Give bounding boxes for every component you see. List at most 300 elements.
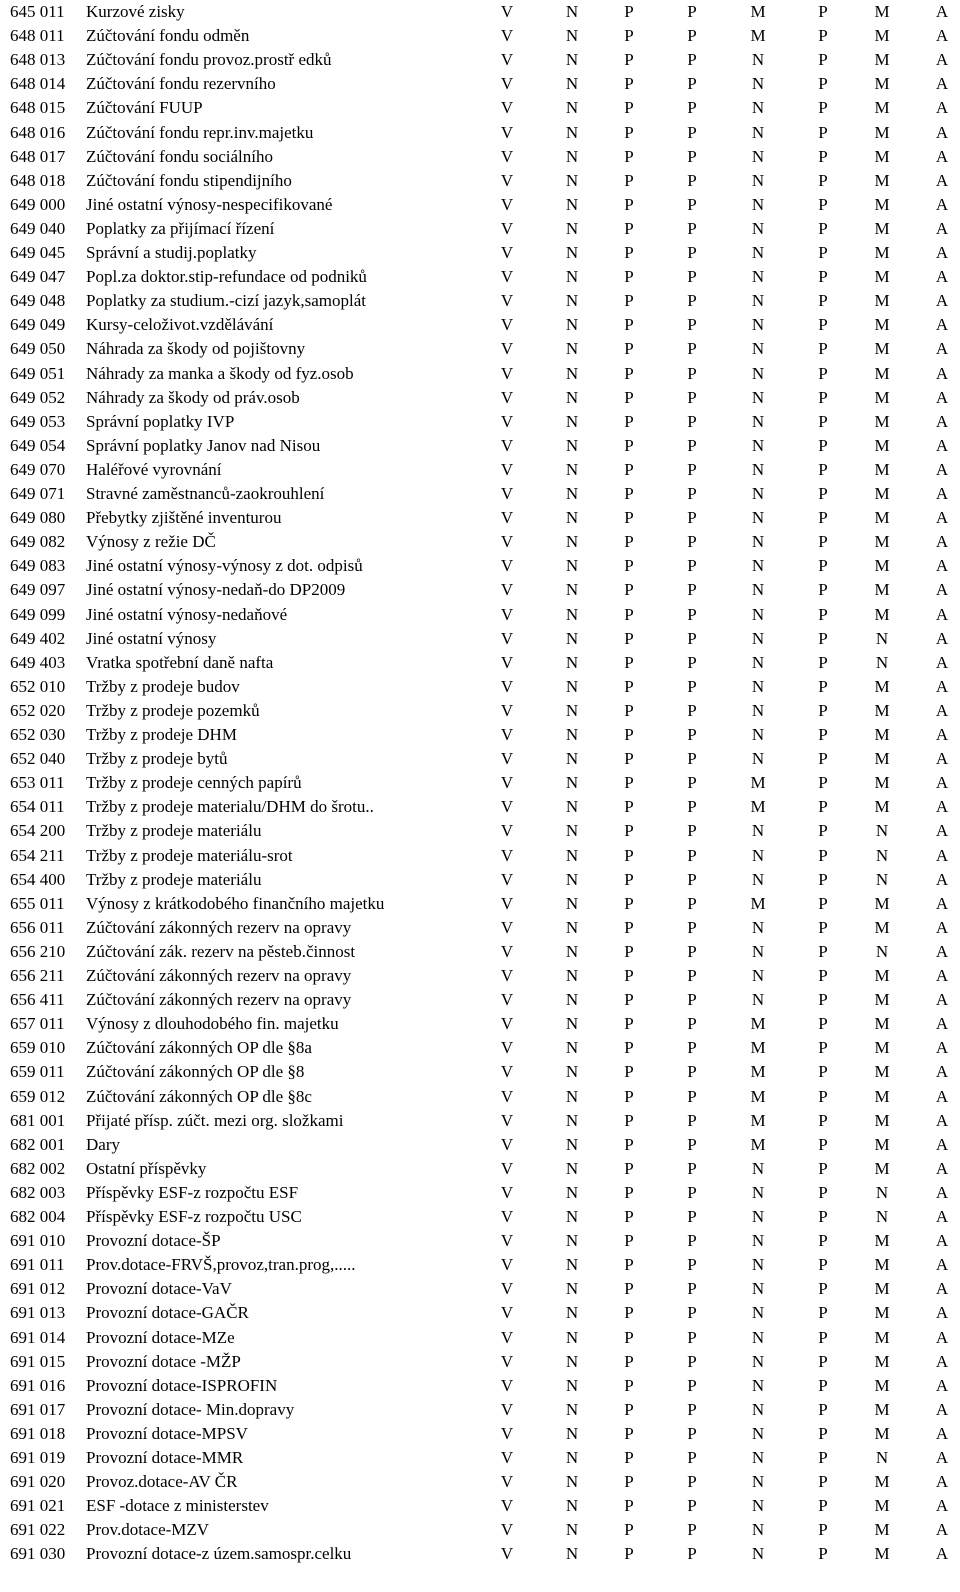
flag-cell-4: P bbox=[687, 676, 697, 696]
flag-cell-4: P bbox=[687, 556, 697, 576]
flag-cell-2: N bbox=[565, 676, 579, 696]
flag-cell-7: M bbox=[874, 725, 890, 744]
flag-cell-4: P bbox=[687, 484, 697, 503]
flag-cell-8: A bbox=[935, 1472, 949, 1492]
flag-cell-1: V bbox=[500, 1014, 514, 1034]
account-code: 691 014 bbox=[10, 1327, 66, 1347]
flag-cell-3: P bbox=[624, 749, 634, 769]
flag-cell-3: P bbox=[624, 1375, 634, 1395]
flag-cell-6: P bbox=[818, 146, 828, 166]
account-code: 648 015 bbox=[10, 98, 66, 118]
flag-cell-5: M bbox=[750, 1086, 766, 1106]
flag-cell-3: P bbox=[624, 990, 634, 1010]
account-name: Tržby z prodeje cenných papírů bbox=[86, 773, 302, 793]
flag-cell-5: N bbox=[751, 532, 765, 552]
flag-cell-7: M bbox=[874, 1062, 890, 1082]
flag-cell-8: A bbox=[935, 1279, 949, 1299]
flag-cell-1: V bbox=[500, 1496, 514, 1516]
flag-cell-4: P bbox=[687, 821, 697, 841]
flag-cell-7: M bbox=[874, 1158, 890, 1178]
flag-cell-8: A bbox=[935, 917, 949, 937]
flag-cell-4: P bbox=[687, 941, 697, 961]
flag-cell-5: N bbox=[751, 435, 765, 455]
flag-cell-4: P bbox=[687, 1086, 697, 1106]
table-row bbox=[0, 24, 960, 48]
flag-cell-2: N bbox=[565, 1158, 579, 1178]
flag-cell-7: N bbox=[875, 1182, 889, 1202]
flag-cell-8: A bbox=[935, 1375, 949, 1395]
flag-cell-5: M bbox=[750, 1110, 766, 1130]
flag-cell-4: P bbox=[687, 1255, 697, 1275]
table-row bbox=[0, 1446, 960, 1470]
flag-cell-5: M bbox=[750, 26, 766, 46]
account-code: 648 013 bbox=[10, 50, 66, 70]
flag-cell-5: N bbox=[751, 315, 765, 335]
flag-cell-4: P bbox=[687, 1303, 697, 1323]
account-name: Provozní dotace-MZe bbox=[86, 1327, 235, 1347]
account-code: 649 402 bbox=[10, 628, 66, 648]
account-name: Zúčtování fondu provoz.prostř edků bbox=[86, 50, 332, 70]
flag-cell-1: V bbox=[500, 1472, 514, 1492]
account-name: Provozní dotace-ŠP bbox=[86, 1231, 221, 1251]
flag-cell-2: N bbox=[565, 1086, 579, 1106]
flag-cell-8: A bbox=[935, 1231, 949, 1251]
flag-cell-3: P bbox=[624, 411, 634, 431]
flag-cell-4: P bbox=[687, 580, 697, 600]
flag-cell-6: P bbox=[818, 604, 828, 624]
flag-cell-1: V bbox=[500, 773, 514, 793]
flag-cell-4: P bbox=[687, 628, 697, 648]
flag-cell-3: P bbox=[624, 773, 634, 793]
flag-cell-6: P bbox=[818, 725, 828, 744]
flag-cell-6: P bbox=[818, 1375, 828, 1395]
flag-cell-1: V bbox=[500, 74, 514, 94]
flag-cell-2: N bbox=[565, 146, 579, 166]
flag-cell-5: N bbox=[751, 1472, 765, 1492]
flag-cell-3: P bbox=[624, 170, 634, 190]
flag-cell-5: N bbox=[751, 700, 765, 720]
flag-cell-8: A bbox=[935, 556, 949, 576]
flag-cell-8: A bbox=[935, 122, 949, 142]
table-row bbox=[0, 699, 960, 723]
flag-cell-2: N bbox=[565, 604, 579, 624]
flag-cell-6: P bbox=[818, 1062, 828, 1082]
flag-cell-2: N bbox=[565, 1038, 579, 1058]
account-name: Provoz.dotace-AV ČR bbox=[86, 1472, 238, 1492]
account-name: Popl.za doktor.stip-refundace od podniků bbox=[86, 267, 367, 287]
flag-cell-6: P bbox=[818, 387, 828, 407]
flag-cell-3: P bbox=[624, 845, 634, 865]
flag-cell-2: N bbox=[565, 508, 579, 528]
flag-cell-6: P bbox=[818, 941, 828, 961]
account-code: 659 012 bbox=[10, 1086, 66, 1106]
flag-cell-2: N bbox=[565, 700, 579, 720]
flag-cell-2: N bbox=[565, 459, 579, 479]
flag-cell-5: N bbox=[751, 1351, 765, 1371]
flag-cell-2: N bbox=[565, 194, 579, 214]
flag-cell-5: N bbox=[751, 628, 765, 648]
flag-cell-8: A bbox=[935, 387, 949, 407]
flag-cell-2: N bbox=[565, 1544, 579, 1564]
flag-cell-1: V bbox=[500, 170, 514, 190]
flag-cell-7: M bbox=[874, 508, 890, 528]
flag-cell-3: P bbox=[624, 1110, 634, 1130]
flag-cell-4: P bbox=[687, 74, 697, 94]
flag-cell-8: A bbox=[935, 1158, 949, 1178]
flag-cell-3: P bbox=[624, 941, 634, 961]
flag-cell-8: A bbox=[935, 1207, 949, 1226]
table-row bbox=[0, 940, 960, 964]
account-code: 655 011 bbox=[10, 893, 65, 913]
flag-cell-2: N bbox=[565, 869, 579, 889]
account-name: Přebytky zjištěné inventurou bbox=[86, 508, 282, 528]
flag-cell-8: A bbox=[935, 2, 949, 21]
flag-cell-7: M bbox=[874, 2, 890, 21]
flag-cell-2: N bbox=[565, 26, 579, 46]
flag-cell-1: V bbox=[500, 1158, 514, 1178]
flag-cell-6: P bbox=[818, 1038, 828, 1058]
flag-cell-2: N bbox=[565, 435, 579, 455]
flag-cell-6: P bbox=[818, 532, 828, 552]
account-code: 656 411 bbox=[10, 990, 65, 1010]
account-name: Kurzové zisky bbox=[86, 2, 185, 21]
flag-cell-1: V bbox=[500, 749, 514, 769]
flag-cell-1: V bbox=[500, 917, 514, 937]
flag-cell-8: A bbox=[935, 363, 949, 383]
table-row bbox=[0, 1350, 960, 1374]
flag-cell-4: P bbox=[687, 966, 697, 985]
flag-cell-3: P bbox=[624, 532, 634, 552]
flag-cell-6: P bbox=[818, 74, 828, 94]
flag-cell-7: M bbox=[874, 1014, 890, 1034]
flag-cell-8: A bbox=[935, 508, 949, 528]
flag-cell-2: N bbox=[565, 966, 579, 985]
flag-cell-7: M bbox=[874, 1303, 890, 1323]
account-code: 649 050 bbox=[10, 339, 66, 359]
flag-cell-2: N bbox=[565, 1231, 579, 1251]
account-code: 649 070 bbox=[10, 459, 66, 479]
flag-cell-7: M bbox=[874, 315, 890, 335]
flag-cell-8: A bbox=[935, 484, 949, 503]
account-code: 659 010 bbox=[10, 1038, 66, 1058]
account-code: 652 030 bbox=[10, 725, 66, 744]
flag-cell-2: N bbox=[565, 941, 579, 961]
flag-cell-2: N bbox=[565, 1207, 579, 1226]
account-code: 656 211 bbox=[10, 966, 65, 985]
flag-cell-8: A bbox=[935, 1496, 949, 1516]
flag-cell-6: P bbox=[818, 1520, 828, 1540]
table-row bbox=[0, 675, 960, 699]
table-row bbox=[0, 410, 960, 434]
flag-cell-5: N bbox=[751, 1303, 765, 1323]
flag-cell-6: P bbox=[818, 1399, 828, 1419]
flag-cell-8: A bbox=[935, 604, 949, 624]
flag-cell-3: P bbox=[624, 580, 634, 600]
flag-cell-2: N bbox=[565, 1472, 579, 1492]
flag-cell-3: P bbox=[624, 1520, 634, 1540]
flag-cell-3: P bbox=[624, 1327, 634, 1347]
flag-cell-4: P bbox=[687, 652, 697, 672]
table-row bbox=[0, 1253, 960, 1277]
flag-cell-7: M bbox=[874, 1496, 890, 1516]
account-name: Vratka spotřební daně nafta bbox=[86, 652, 274, 672]
flag-cell-4: P bbox=[687, 917, 697, 937]
flag-cell-8: A bbox=[935, 941, 949, 961]
flag-cell-5: N bbox=[751, 1182, 765, 1202]
flag-cell-6: P bbox=[818, 1448, 828, 1467]
flag-cell-1: V bbox=[500, 267, 514, 287]
flag-cell-4: P bbox=[687, 1158, 697, 1178]
flag-cell-7: M bbox=[874, 387, 890, 407]
flag-cell-4: P bbox=[687, 725, 697, 744]
account-name: Jiné ostatní výnosy bbox=[86, 628, 217, 648]
flag-cell-5: M bbox=[750, 1038, 766, 1058]
account-name: Jiné ostatní výnosy-výnosy z dot. odpisů bbox=[86, 556, 363, 576]
flag-cell-2: N bbox=[565, 917, 579, 937]
flag-cell-8: A bbox=[935, 1399, 949, 1419]
flag-cell-6: P bbox=[818, 1496, 828, 1516]
table-row bbox=[0, 795, 960, 819]
flag-cell-1: V bbox=[500, 363, 514, 383]
flag-cell-5: N bbox=[751, 1327, 765, 1347]
flag-cell-3: P bbox=[624, 74, 634, 94]
flag-cell-2: N bbox=[565, 580, 579, 600]
flag-cell-7: M bbox=[874, 26, 890, 46]
account-name: Tržby z prodeje budov bbox=[86, 676, 240, 696]
flag-cell-6: P bbox=[818, 700, 828, 720]
flag-cell-4: P bbox=[687, 387, 697, 407]
flag-cell-3: P bbox=[624, 1014, 634, 1034]
flag-cell-2: N bbox=[565, 1182, 579, 1202]
account-code: 691 019 bbox=[10, 1448, 66, 1467]
flag-cell-6: P bbox=[818, 893, 828, 913]
flag-cell-7: M bbox=[874, 1255, 890, 1275]
account-code: 691 018 bbox=[10, 1423, 66, 1443]
flag-cell-7: M bbox=[874, 532, 890, 552]
flag-cell-8: A bbox=[935, 315, 949, 335]
flag-cell-1: V bbox=[500, 291, 514, 311]
flag-cell-5: M bbox=[750, 797, 766, 817]
flag-cell-4: P bbox=[687, 411, 697, 431]
flag-cell-6: P bbox=[818, 1182, 828, 1202]
flag-cell-3: P bbox=[624, 484, 634, 503]
table-row bbox=[0, 145, 960, 169]
flag-cell-5: N bbox=[751, 339, 765, 359]
flag-cell-6: P bbox=[818, 98, 828, 118]
flag-cell-5: N bbox=[751, 1375, 765, 1395]
flag-cell-8: A bbox=[935, 532, 949, 552]
flag-cell-5: N bbox=[751, 1231, 765, 1251]
flag-cell-1: V bbox=[500, 484, 514, 503]
flag-cell-2: N bbox=[565, 170, 579, 190]
flag-cell-5: N bbox=[751, 218, 765, 238]
account-code: 682 004 bbox=[10, 1207, 66, 1226]
flag-cell-8: A bbox=[935, 580, 949, 600]
account-code: 649 045 bbox=[10, 243, 66, 262]
flag-cell-6: P bbox=[818, 966, 828, 985]
flag-cell-5: N bbox=[751, 122, 765, 142]
flag-cell-1: V bbox=[500, 1448, 514, 1467]
flag-cell-8: A bbox=[935, 966, 949, 985]
flag-cell-1: V bbox=[500, 1375, 514, 1395]
flag-cell-1: V bbox=[500, 122, 514, 142]
flag-cell-7: M bbox=[874, 243, 890, 262]
flag-cell-7: M bbox=[874, 74, 890, 94]
flag-cell-6: P bbox=[818, 1110, 828, 1130]
flag-cell-1: V bbox=[500, 1231, 514, 1251]
flag-cell-7: M bbox=[874, 556, 890, 576]
flag-cell-7: M bbox=[874, 50, 890, 70]
table-row bbox=[0, 554, 960, 578]
flag-cell-1: V bbox=[500, 604, 514, 624]
flag-cell-1: V bbox=[500, 1182, 514, 1202]
flag-cell-5: N bbox=[751, 363, 765, 383]
table-row bbox=[0, 362, 960, 386]
flag-cell-5: N bbox=[751, 291, 765, 311]
flag-cell-3: P bbox=[624, 363, 634, 383]
flag-cell-4: P bbox=[687, 98, 697, 118]
flag-cell-6: P bbox=[818, 749, 828, 769]
flag-cell-4: P bbox=[687, 1544, 697, 1564]
flag-cell-1: V bbox=[500, 1255, 514, 1275]
account-name: Poplatky za přijímací řízení bbox=[86, 218, 275, 238]
table-row bbox=[0, 844, 960, 868]
flag-cell-6: P bbox=[818, 917, 828, 937]
table-row bbox=[0, 265, 960, 289]
flag-cell-6: P bbox=[818, 1231, 828, 1251]
flag-cell-7: N bbox=[875, 821, 889, 841]
account-code: 652 040 bbox=[10, 749, 66, 769]
flag-cell-5: N bbox=[751, 146, 765, 166]
flag-cell-6: P bbox=[818, 26, 828, 46]
flag-cell-3: P bbox=[624, 1062, 634, 1082]
account-name: Tržby z prodeje pozemků bbox=[86, 700, 260, 720]
flag-cell-5: M bbox=[750, 2, 766, 21]
flag-cell-8: A bbox=[935, 1423, 949, 1443]
account-code: 648 017 bbox=[10, 146, 66, 166]
flag-cell-8: A bbox=[935, 1544, 949, 1564]
flag-cell-1: V bbox=[500, 869, 514, 889]
account-code: 649 047 bbox=[10, 267, 66, 287]
flag-cell-1: V bbox=[500, 580, 514, 600]
account-code: 681 001 bbox=[10, 1110, 66, 1130]
flag-cell-5: N bbox=[751, 1448, 765, 1467]
flag-cell-3: P bbox=[624, 1472, 634, 1492]
flag-cell-2: N bbox=[565, 628, 579, 648]
flag-cell-4: P bbox=[687, 2, 697, 21]
flag-cell-5: N bbox=[751, 966, 765, 985]
flag-cell-3: P bbox=[624, 315, 634, 335]
flag-cell-3: P bbox=[624, 917, 634, 937]
account-name: Náhrady za manka a škody od fyz.osob bbox=[86, 363, 354, 383]
flag-cell-5: N bbox=[751, 1399, 765, 1419]
flag-cell-4: P bbox=[687, 1375, 697, 1395]
account-name: Zúčtování fondu rezervního bbox=[86, 74, 276, 94]
flag-cell-2: N bbox=[565, 749, 579, 769]
table-row bbox=[0, 72, 960, 96]
flag-cell-1: V bbox=[500, 1279, 514, 1299]
flag-cell-3: P bbox=[624, 508, 634, 528]
flag-cell-5: N bbox=[751, 459, 765, 479]
table-row bbox=[0, 289, 960, 313]
table-row bbox=[0, 458, 960, 482]
flag-cell-7: M bbox=[874, 917, 890, 937]
flag-cell-2: N bbox=[565, 773, 579, 793]
table-row bbox=[0, 1109, 960, 1133]
flag-cell-8: A bbox=[935, 845, 949, 865]
table-row bbox=[0, 892, 960, 916]
flag-cell-3: P bbox=[624, 966, 634, 985]
account-name: Tržby z prodeje materiálu-srot bbox=[86, 845, 293, 865]
flag-cell-8: A bbox=[935, 773, 949, 793]
flag-cell-4: P bbox=[687, 50, 697, 70]
account-name: Zúčtování zákonných rezerv na opravy bbox=[86, 966, 352, 985]
flag-cell-1: V bbox=[500, 700, 514, 720]
flag-cell-3: P bbox=[624, 339, 634, 359]
flag-cell-8: A bbox=[935, 26, 949, 46]
flag-cell-1: V bbox=[500, 725, 514, 744]
flag-cell-5: N bbox=[751, 98, 765, 118]
account-name: Zúčtování zákonných OP dle §8 bbox=[86, 1062, 305, 1082]
flag-cell-6: P bbox=[818, 1327, 828, 1347]
flag-cell-2: N bbox=[565, 218, 579, 238]
flag-cell-5: N bbox=[751, 1544, 765, 1564]
flag-cell-8: A bbox=[935, 1448, 949, 1467]
flag-cell-8: A bbox=[935, 725, 949, 744]
table-row bbox=[0, 1277, 960, 1301]
account-name: Tržby z prodeje materialu/DHM do šrotu.. bbox=[86, 797, 374, 817]
flag-cell-6: P bbox=[818, 50, 828, 70]
account-code: 691 021 bbox=[10, 1496, 66, 1516]
flag-cell-2: N bbox=[565, 2, 579, 21]
flag-cell-6: P bbox=[818, 580, 828, 600]
flag-cell-2: N bbox=[565, 267, 579, 287]
flag-cell-1: V bbox=[500, 1207, 514, 1226]
table-row bbox=[0, 1542, 960, 1566]
flag-cell-8: A bbox=[935, 459, 949, 479]
flag-cell-1: V bbox=[500, 1399, 514, 1419]
flag-cell-4: P bbox=[687, 893, 697, 913]
account-code: 648 011 bbox=[10, 26, 65, 46]
flag-cell-8: A bbox=[935, 821, 949, 841]
flag-cell-6: P bbox=[818, 435, 828, 455]
flag-cell-4: P bbox=[687, 700, 697, 720]
flag-cell-7: M bbox=[874, 1038, 890, 1058]
table-row bbox=[0, 964, 960, 988]
flag-cell-6: P bbox=[818, 556, 828, 576]
flag-cell-3: P bbox=[624, 1086, 634, 1106]
account-name: Provozní dotace-MPSV bbox=[86, 1423, 248, 1443]
flag-cell-3: P bbox=[624, 1448, 634, 1467]
flag-cell-2: N bbox=[565, 74, 579, 94]
account-name: Haléřové vyrovnání bbox=[86, 459, 222, 479]
account-code: 649 053 bbox=[10, 411, 66, 431]
flag-cell-2: N bbox=[565, 893, 579, 913]
account-name: Provozní dotace-MMR bbox=[86, 1448, 244, 1467]
flag-cell-1: V bbox=[500, 26, 514, 46]
flag-cell-8: A bbox=[935, 1062, 949, 1082]
flag-cell-1: V bbox=[500, 1134, 514, 1154]
flag-cell-8: A bbox=[935, 1255, 949, 1275]
flag-cell-1: V bbox=[500, 508, 514, 528]
flag-cell-5: N bbox=[751, 1520, 765, 1540]
account-code: 691 012 bbox=[10, 1279, 66, 1299]
flag-cell-7: M bbox=[874, 700, 890, 720]
flag-cell-2: N bbox=[565, 845, 579, 865]
table-row bbox=[0, 1085, 960, 1109]
account-name: Prov.dotace-FRVŠ,provoz,tran.prog,..... bbox=[86, 1255, 356, 1275]
flag-cell-3: P bbox=[624, 194, 634, 214]
